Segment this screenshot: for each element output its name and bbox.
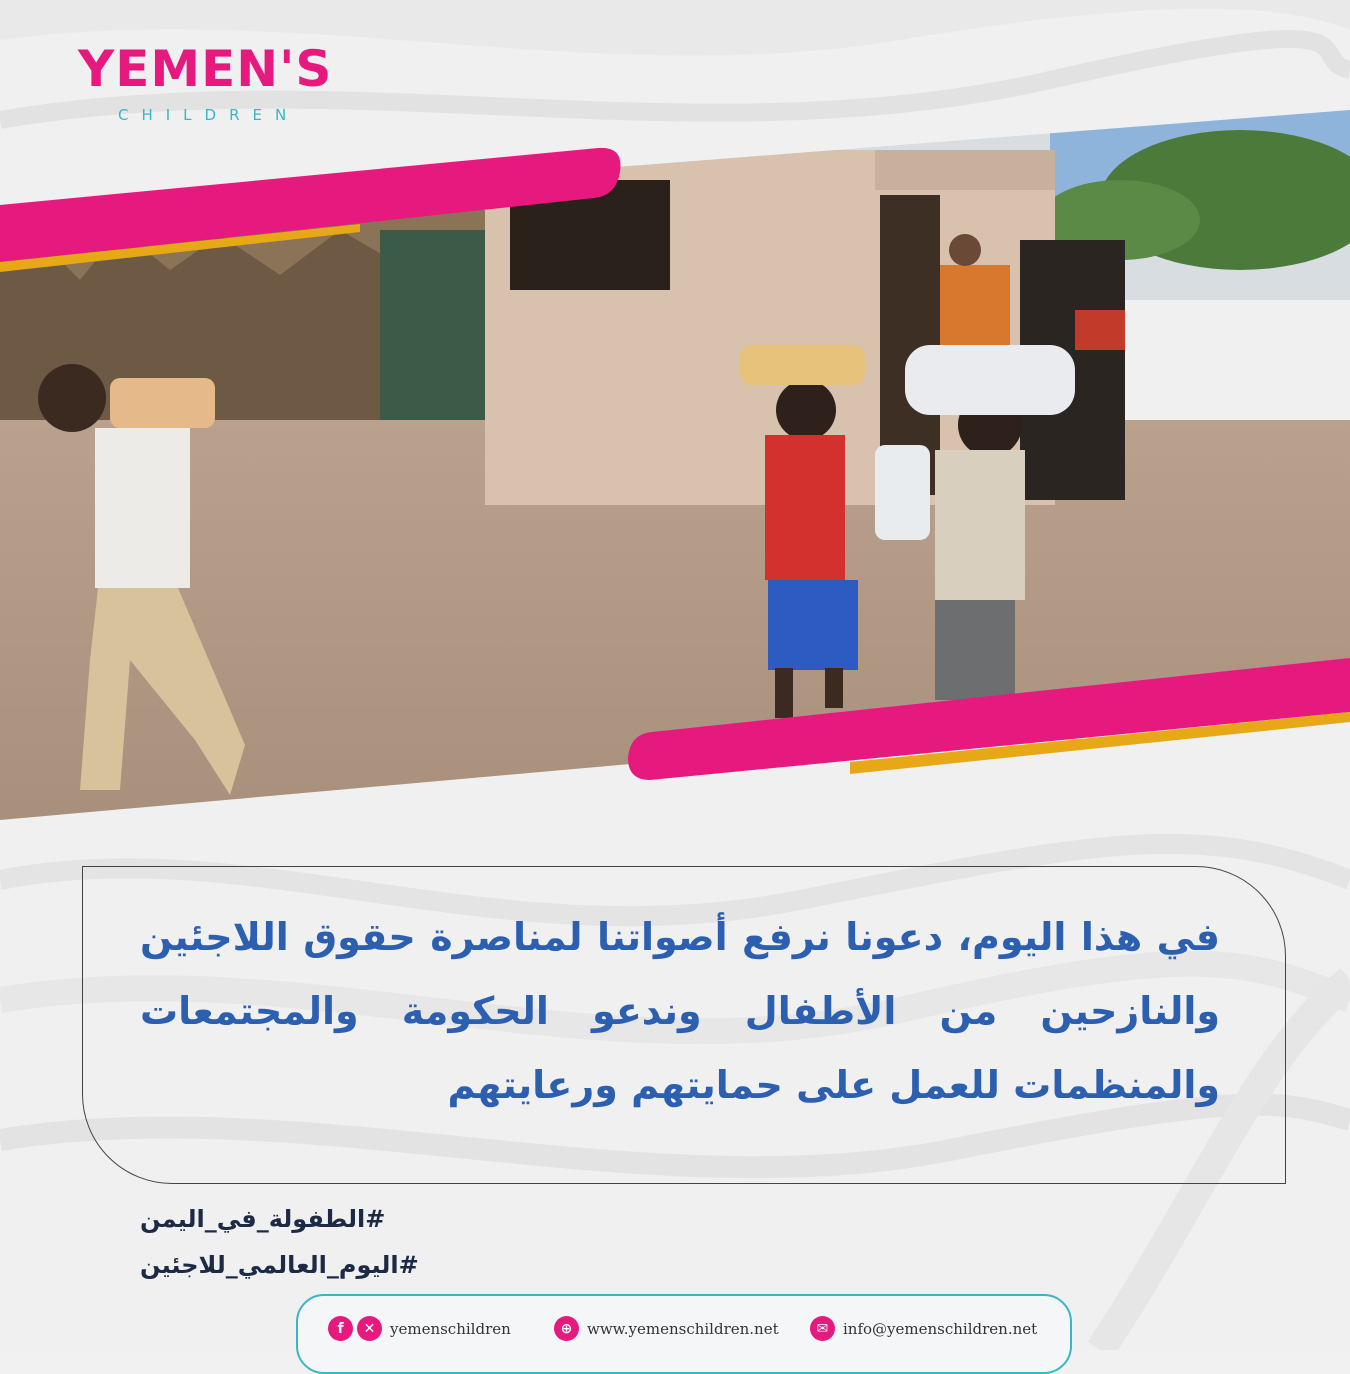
social-handle-text: yemenschildren xyxy=(390,1319,511,1338)
mail-icon: ✉ xyxy=(810,1316,835,1341)
contact-footer xyxy=(296,1294,1072,1374)
facebook-icon[interactable]: f xyxy=(328,1316,353,1341)
x-icon[interactable]: ✕ xyxy=(357,1316,382,1341)
logo-subtext: CHILDREN xyxy=(118,106,300,124)
website-text[interactable]: www.yemenschildren.net xyxy=(587,1319,779,1338)
hashtag-world-refugee-day[interactable]: #اليوم_العالمي_للاجئين xyxy=(140,1251,419,1279)
hashtag-childhood-yemen[interactable]: #الطفولة_في_اليمن xyxy=(140,1205,386,1233)
email-item[interactable] xyxy=(810,1316,1037,1341)
social-handle-item[interactable] xyxy=(328,1316,511,1341)
hashtags xyxy=(140,1196,419,1288)
globe-icon: ⊕ xyxy=(554,1316,579,1341)
message-text: في هذا اليوم، دعونا نرفع أصواتنا لمناصرة حقوق اللاجئين والنازحين من الأطفال وندعو الحكومة والمجتمعات والمنظمات للعمل على حمايتهم ورعايتهم xyxy=(140,915,1220,1107)
email-text[interactable]: info@yemenschildren.net xyxy=(843,1319,1038,1338)
website-item[interactable] xyxy=(554,1316,779,1341)
logo-wordmark: YEMEN'S xyxy=(78,40,333,98)
